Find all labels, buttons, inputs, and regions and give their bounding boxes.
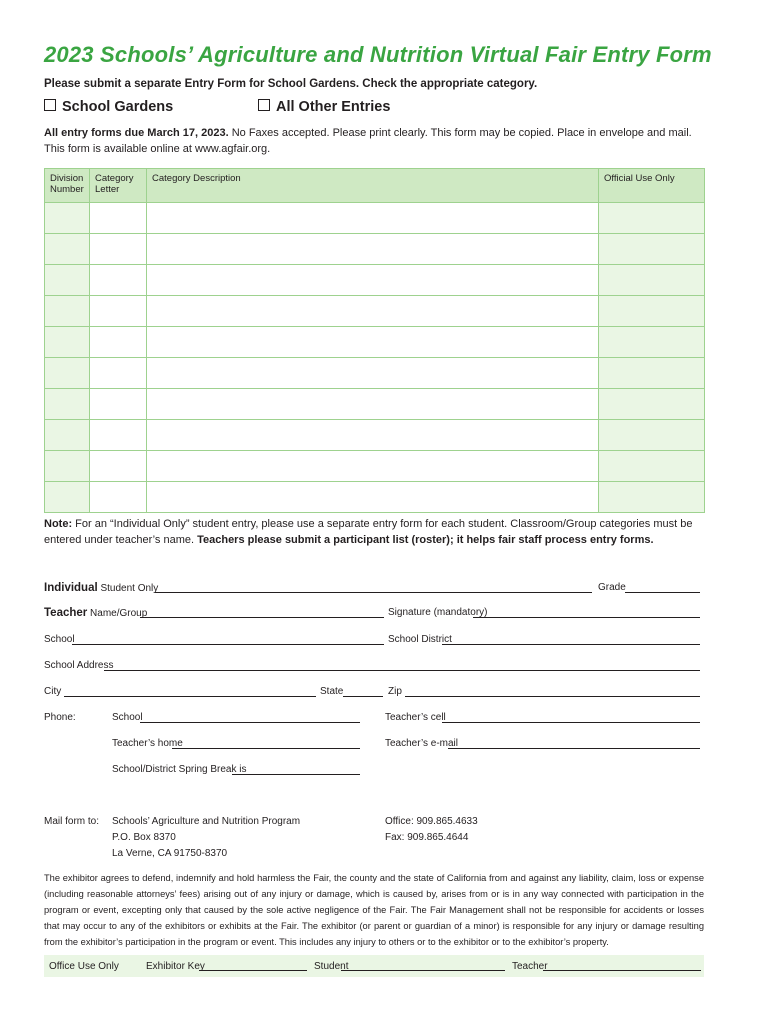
- category-description-cell[interactable]: [147, 482, 599, 513]
- table-row: [45, 358, 705, 389]
- school-district-label: School District: [388, 634, 452, 645]
- state-field[interactable]: [343, 686, 383, 697]
- office-student-label: Student: [314, 961, 349, 972]
- office-use-label: Office Use Only: [49, 961, 119, 972]
- category-letter-cell[interactable]: [90, 451, 147, 482]
- spring-break-field[interactable]: [232, 764, 360, 775]
- office-student-field[interactable]: [341, 960, 505, 971]
- office-phone: Office: 909.865.4633: [385, 816, 478, 827]
- official-use-cell: [599, 482, 705, 513]
- category-letter-cell[interactable]: [90, 420, 147, 451]
- category-description-cell[interactable]: [147, 358, 599, 389]
- checkbox-all-other-entries[interactable]: [258, 99, 390, 115]
- grade-label: Grade: [598, 582, 626, 593]
- category-description-cell[interactable]: [147, 265, 599, 296]
- teacher-home-label: Teacher’s home: [112, 738, 183, 749]
- division-number-cell[interactable]: [45, 420, 90, 451]
- individual-label: Individual: [44, 582, 98, 594]
- division-number-cell[interactable]: [45, 234, 90, 265]
- school-field[interactable]: [72, 634, 384, 645]
- division-number-cell[interactable]: [45, 389, 90, 420]
- teacher-email-label: Teacher’s e-mail: [385, 738, 458, 749]
- division-number-cell[interactable]: [45, 358, 90, 389]
- zip-label: Zip: [388, 686, 402, 697]
- city-label: City: [44, 686, 62, 697]
- teacher-home-field[interactable]: [172, 738, 360, 749]
- official-use-cell: [599, 327, 705, 358]
- official-use-cell: [599, 451, 705, 482]
- due-details: No Faxes accepted. Please print clearly. This form may be copied. Place in envelope and mail. This form is available online at www.agfair.org.: [44, 127, 692, 155]
- mail-address-line: Schools’ Agriculture and Nutrition Program: [112, 816, 301, 827]
- official-use-cell: [599, 358, 705, 389]
- office-use-bar: [44, 955, 704, 977]
- phone-school-field[interactable]: [140, 712, 360, 723]
- official-use-cell: [599, 234, 705, 265]
- division-number-cell[interactable]: [45, 296, 90, 327]
- official-use-cell: [599, 203, 705, 234]
- note-text: For an “Individual Only” student entry, please use a separate entry form for each student. Classroom/Group categories must be entered under teacher’s name.: [44, 518, 693, 546]
- name-group-label: Name/Group: [90, 608, 148, 619]
- contact-numbers: [385, 814, 478, 846]
- teacher-name-field[interactable]: [140, 607, 384, 618]
- category-description-cell[interactable]: [147, 296, 599, 327]
- official-use-cell: [599, 389, 705, 420]
- category-description-cell[interactable]: [147, 327, 599, 358]
- division-number-cell[interactable]: [45, 327, 90, 358]
- due-date-notice: [44, 125, 704, 157]
- category-letter-cell[interactable]: [90, 327, 147, 358]
- signature-field[interactable]: [473, 607, 700, 618]
- mail-address-line: P.O. Box 8370: [112, 832, 176, 843]
- note-bold: Teachers please submit a participant list (roster); it helps fair staff process entry forms.: [197, 534, 654, 546]
- grade-field[interactable]: [625, 582, 700, 593]
- category-description-cell[interactable]: [147, 234, 599, 265]
- category-letter-cell[interactable]: [90, 358, 147, 389]
- teacher-line: [44, 607, 147, 619]
- individual-line: [44, 582, 158, 594]
- phone-school-label: School: [112, 712, 143, 723]
- col-category-description: Category Description: [147, 169, 599, 203]
- liability-statement: The exhibitor agrees to defend, indemnify and hold harmless the Fair, the county and the state of California from and against any liability, claim, loss or expense (including reasonable attorneys’ fees) arising out of any injury or damage, which is caused by, arises from or is in any way connected with participation in the program or event, excepting only that caused by the sole active negligence of the Fair. The Fair Management shall not be responsible for accidents or losses that may occur to any of the exhibitors or exhibits at the Fair. The exhibitor (or parent or guardian of a minor) is responsible for any injury or damage resulting from the exhibitor’s participation in the program or event. This includes any injury to others or to the exhibitor or to the exhibitor’s property.: [44, 873, 704, 947]
- zip-field[interactable]: [405, 686, 700, 697]
- exhibitor-key-label: Exhibitor Key: [146, 961, 205, 972]
- school-gardens-label: School Gardens: [62, 99, 174, 115]
- note-block: [44, 516, 704, 548]
- checkbox-school-gardens[interactable]: [44, 99, 173, 115]
- student-name-field[interactable]: [155, 582, 592, 593]
- col-category-letter: Category Letter: [90, 169, 147, 203]
- checkbox-icon[interactable]: [258, 99, 270, 111]
- entry-table: [44, 168, 705, 513]
- mail-label: Mail form to:: [44, 816, 100, 827]
- category-letter-cell[interactable]: [90, 389, 147, 420]
- school-district-field[interactable]: [442, 634, 700, 645]
- fax-number: Fax: 909.865.4644: [385, 832, 469, 843]
- category-description-cell[interactable]: [147, 451, 599, 482]
- col-official-use: Official Use Only: [599, 169, 705, 203]
- student-only-label: Student Only: [100, 583, 159, 594]
- teacher-cell-field[interactable]: [442, 712, 700, 723]
- category-letter-cell[interactable]: [90, 234, 147, 265]
- division-number-cell[interactable]: [45, 265, 90, 296]
- office-teacher-label: Teacher: [512, 961, 548, 972]
- school-address-label: School Address: [44, 660, 114, 671]
- table-row: [45, 482, 705, 513]
- table-row: [45, 420, 705, 451]
- school-label: School: [44, 634, 75, 645]
- category-letter-cell[interactable]: [90, 296, 147, 327]
- col-division-number: Division Number: [45, 169, 90, 203]
- table-row: [45, 296, 705, 327]
- category-letter-cell[interactable]: [90, 482, 147, 513]
- teacher-email-field[interactable]: [448, 738, 700, 749]
- category-description-cell[interactable]: [147, 203, 599, 234]
- category-letter-cell[interactable]: [90, 265, 147, 296]
- category-description-cell[interactable]: [147, 389, 599, 420]
- mail-address: [112, 814, 300, 862]
- division-number-cell[interactable]: [45, 482, 90, 513]
- spring-break-label: School/District Spring Break is: [112, 764, 247, 775]
- official-use-cell: [599, 420, 705, 451]
- city-field[interactable]: [64, 686, 316, 697]
- table-row: [45, 389, 705, 420]
- table-header-row: [45, 169, 705, 203]
- office-teacher-field[interactable]: [543, 960, 701, 971]
- teacher-cell-label: Teacher’s cell: [385, 712, 446, 723]
- note-label: Note:: [44, 518, 73, 530]
- signature-label: Signature (mandatory): [388, 607, 488, 618]
- form-instructions: Please submit a separate Entry Form for School Gardens. Check the appropriate category.: [44, 78, 538, 90]
- division-number-cell[interactable]: [45, 203, 90, 234]
- division-number-cell[interactable]: [45, 451, 90, 482]
- form-title: 2023 Schools’ Agriculture and Nutrition Virtual Fair Entry Form: [44, 42, 712, 67]
- school-address-field[interactable]: [104, 660, 700, 671]
- table-row: [45, 203, 705, 234]
- official-use-cell: [599, 265, 705, 296]
- category-letter-cell[interactable]: [90, 203, 147, 234]
- table-row: [45, 451, 705, 482]
- official-use-cell: [599, 296, 705, 327]
- table-row: [45, 234, 705, 265]
- exhibitor-key-field[interactable]: [199, 960, 307, 971]
- table-row: [45, 327, 705, 358]
- state-label: State: [320, 686, 344, 697]
- mail-address-line: La Verne, CA 91750-8370: [112, 848, 228, 859]
- checkbox-icon[interactable]: [44, 99, 56, 111]
- phone-label: Phone:: [44, 712, 76, 723]
- teacher-label: Teacher: [44, 607, 88, 619]
- category-description-cell[interactable]: [147, 420, 599, 451]
- table-row: [45, 265, 705, 296]
- all-other-entries-label: All Other Entries: [276, 99, 391, 115]
- due-date: All entry forms due March 17, 2023.: [44, 127, 229, 139]
